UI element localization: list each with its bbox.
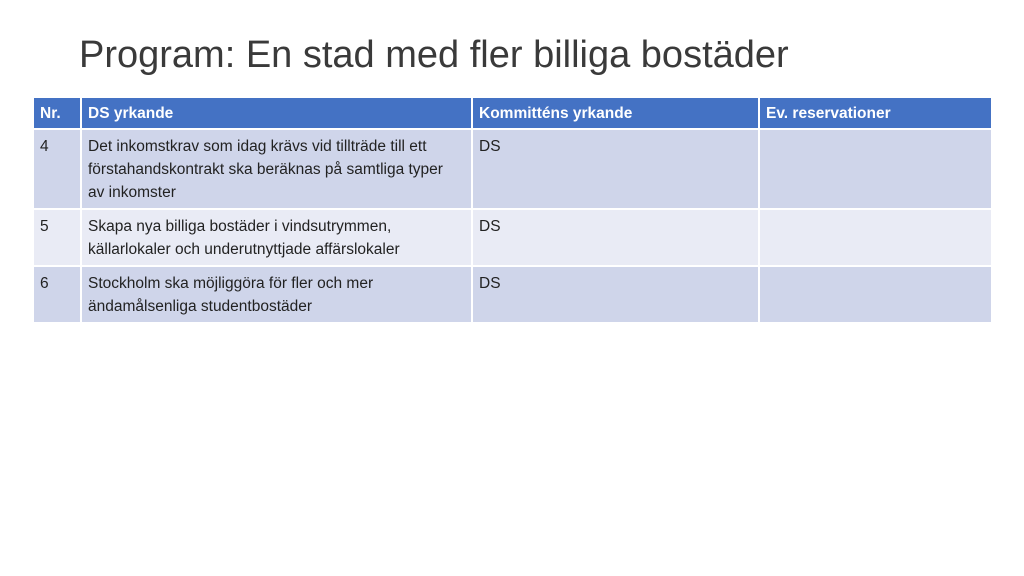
- cell-kommittens-yrkande: DS: [472, 129, 759, 209]
- header-reservationer: Ev. reservationer: [759, 97, 992, 129]
- page-title: Program: En stad med fler billiga bostäder: [79, 34, 789, 76]
- cell-ds-yrkande: Stockholm ska möjliggöra för fler och mer ändamålsenliga studentbostäder: [81, 266, 472, 323]
- cell-nr: 5: [33, 209, 81, 266]
- table-row: [33, 129, 992, 209]
- header-kommittens-yrkande: Kommitténs yrkande: [472, 97, 759, 129]
- cell-kommittens-yrkande: DS: [472, 266, 759, 323]
- header-nr: Nr.: [33, 97, 81, 129]
- cell-nr: 4: [33, 129, 81, 209]
- cell-reservationer: [759, 266, 992, 323]
- table-header-row: [33, 97, 992, 129]
- cell-kommittens-yrkande: DS: [472, 209, 759, 266]
- cell-reservationer: [759, 129, 992, 209]
- table-row: [33, 209, 992, 266]
- cell-reservationer: [759, 209, 992, 266]
- cell-nr: 6: [33, 266, 81, 323]
- cell-ds-yrkande: Skapa nya billiga bostäder i vindsutrymmen, källarlokaler och underutnyttjade affärslokaler: [81, 209, 472, 266]
- header-ds-yrkande: DS yrkande: [81, 97, 472, 129]
- table-row: [33, 266, 992, 323]
- agenda-table: [32, 96, 993, 324]
- cell-ds-yrkande: Det inkomstkrav som idag krävs vid tillträde till ett förstahandskontrakt ska beräknas på samtliga typer av inkomster: [81, 129, 472, 209]
